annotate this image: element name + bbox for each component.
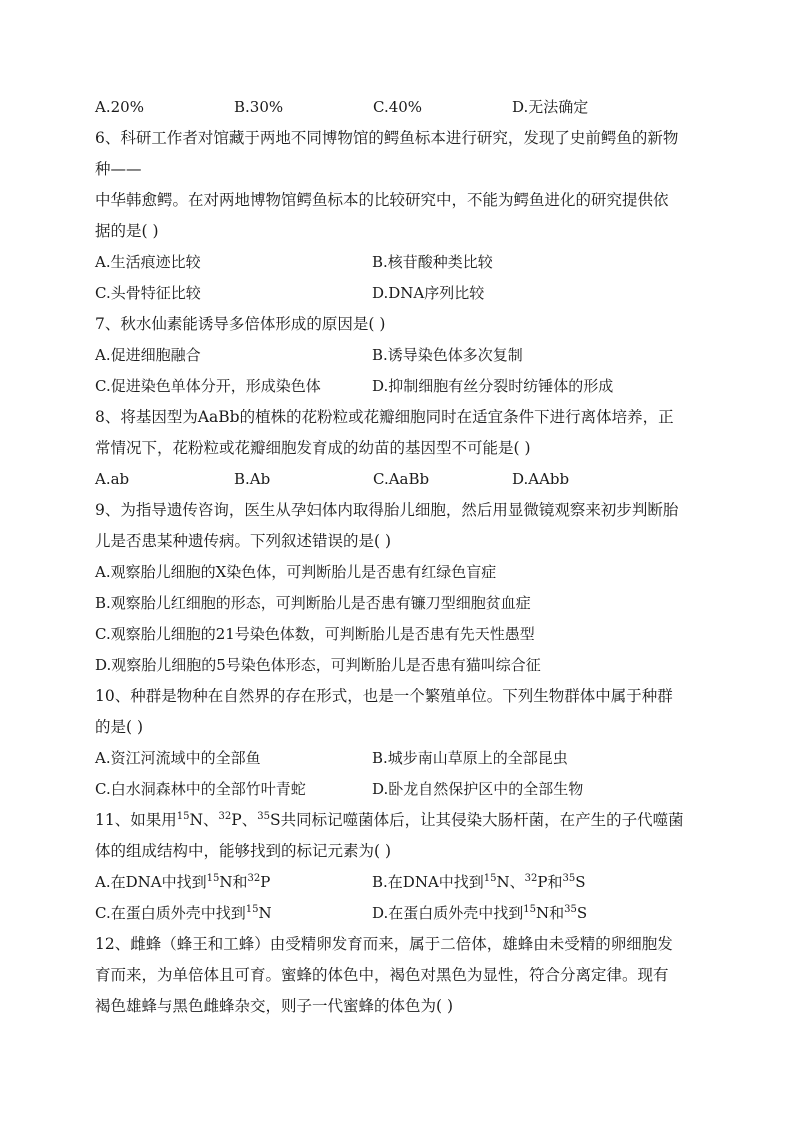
option-text: N、	[496, 873, 525, 891]
q11-option-a	[95, 869, 372, 900]
q11-stem-line-1	[95, 807, 715, 838]
q8-stem-line-1: 8、将基因型为AaBb的植株的花粉粒或花瓣细胞同时在适宜条件下进行离体培养，正	[95, 408, 674, 426]
q7-option-b: B.诱导染色体多次复制	[372, 346, 523, 364]
q7-option-d: D.抑制细胞有丝分裂时纺锤体的形成	[372, 377, 614, 395]
q6-option-c: C.头骨特征比较	[95, 284, 201, 302]
option-text: P和	[537, 873, 563, 891]
option-text: N	[258, 904, 272, 922]
q10-option-b: B.城步南山草原上的全部昆虫	[372, 749, 568, 767]
option-text: B.在DNA中找到	[372, 873, 484, 891]
q11-option-b	[372, 869, 649, 900]
option-text: C.在蛋白质外壳中找到	[95, 904, 246, 922]
isotope-mass-15: 15	[176, 811, 190, 822]
option-text: N和	[536, 904, 565, 922]
q11-option-c	[95, 900, 372, 931]
q11-stem-text: P、	[231, 811, 258, 829]
option-text: N和	[219, 873, 248, 891]
q6-option-d: D.DNA序列比较	[372, 284, 485, 302]
q12-stem-line-2: 育而来，为单倍体且可育。蜜蜂的体色中，褐色对黑色为显性，符合分离定律。现有	[95, 966, 669, 984]
q11-stem-line-2: 体的组成结构中，能够找到的标记元素为( )	[95, 842, 392, 860]
q9-option-a: A.观察胎儿细胞的X染色体，可判断胎儿是否患有红绿色盲症	[95, 563, 497, 581]
q5-option-d: D.无法确定	[512, 98, 589, 116]
q8-stem-line-2: 常情况下，花粉粒或花瓣细胞发育成的幼苗的基因型不可能是( )	[95, 439, 531, 457]
q8-option-d: D.AAbb	[512, 470, 570, 488]
q11-option-d	[372, 900, 649, 931]
q5-option-a: A.20%	[95, 98, 144, 116]
q8-option-c: C.AaBb	[373, 470, 430, 488]
q5-options	[95, 94, 715, 125]
isotope-mass-35: 35	[257, 811, 270, 822]
q11-stem-text: N、	[189, 811, 219, 829]
option-text: P	[260, 873, 271, 891]
q10-option-c: C.白水洞森林中的全部竹叶青蛇	[95, 780, 306, 798]
q9-stem-line-1: 9、为指导遗传咨询，医生从孕妇体内取得胎儿细胞，然后用显微镜观察来初步判断胎	[95, 501, 679, 519]
q11-stem-text: 11、如果用	[95, 811, 177, 829]
q7-stem: 7、秋水仙素能诱导多倍体形成的原因是( )	[95, 315, 386, 333]
q10-options-row-1	[95, 745, 715, 776]
q10-option-d: D.卧龙自然保护区中的全部生物	[372, 780, 584, 798]
q10-stem-line-2: 的是( )	[95, 718, 144, 736]
isotope-mass-32: 32	[218, 811, 232, 822]
q9-option-b: B.观察胎儿红细胞的形态，可判断胎儿是否患有镰刀型细胞贫血症	[95, 594, 531, 612]
q8-option-b: B.Ab	[234, 470, 271, 488]
q10-options-row-2	[95, 776, 715, 807]
q6-stem-line-1: 6、科研工作者对馆藏于两地不同博物馆的鳄鱼标本进行研究，发现了史前鳄鱼的新物	[95, 129, 679, 147]
q7-option-a: A.促进细胞融合	[95, 346, 201, 364]
isotope-mass: 35	[564, 904, 577, 915]
option-text: S	[576, 904, 588, 922]
isotope-mass: 32	[247, 873, 261, 884]
q6-stem-line-4: 据的是( )	[95, 222, 159, 240]
q10-option-a: A.资江河流域中的全部鱼	[95, 749, 261, 767]
q7-options-row-2	[95, 373, 715, 404]
q10-stem-line-1: 10、种群是物种在自然界的存在形式，也是一个繁殖单位。下列生物群体中属于种群	[95, 687, 673, 705]
q6-options-row-2	[95, 280, 715, 311]
q12-stem-line-1: 12、雌蜂（蜂王和工蜂）由受精卵发育而来，属于二倍体，雄蜂由未受精的卵细胞发	[95, 935, 673, 953]
q8-options	[95, 466, 715, 497]
isotope-mass: 15	[206, 873, 220, 884]
q6-options-row-1	[95, 249, 715, 280]
q11-options-row-1	[95, 869, 715, 900]
q5-option-c: C.40%	[373, 98, 423, 116]
isotope-mass: 15	[245, 904, 259, 915]
q6-option-b: B.核苷酸种类比较	[372, 253, 493, 271]
isotope-mass: 15	[523, 904, 536, 915]
isotope-mass: 35	[562, 873, 576, 884]
q11-options-row-2	[95, 900, 715, 931]
q8-option-a: A.ab	[95, 470, 130, 488]
option-text: S	[575, 873, 586, 891]
q7-options-row-1	[95, 342, 715, 373]
q6-stem-line-2: 种——	[95, 160, 142, 178]
q6-option-a: A.生活痕迹比较	[95, 253, 201, 271]
q5-option-b: B.30%	[234, 98, 284, 116]
q9-option-c: C.观察胎儿细胞的21号染色体数，可判断胎儿是否患有先天性愚型	[95, 625, 535, 643]
q12-stem-line-3: 褐色雄蜂与黑色雌蜂杂交，则子一代蜜蜂的体色为( )	[95, 997, 454, 1015]
q9-option-d: D.观察胎儿细胞的5号染色体形态，可判断胎儿是否患有猫叫综合征	[95, 656, 541, 674]
q9-stem-line-2: 儿是否患某种遗传病。下列叙述错误的是( )	[95, 532, 392, 550]
isotope-mass: 32	[524, 873, 538, 884]
option-text: A.在DNA中找到	[95, 873, 207, 891]
q11-stem-text: S共同标记噬菌体后，让其侵染大肠杆菌，在产生的子代噬菌	[269, 811, 684, 829]
q6-stem-line-3: 中华韩愈鳄。在对两地博物馆鳄鱼标本的比较研究中，不能为鳄鱼进化的研究提供依	[95, 191, 669, 209]
q7-option-c: C.促进染色单体分开，形成染色体	[95, 377, 321, 395]
isotope-mass: 15	[483, 873, 497, 884]
option-text: D.在蛋白质外壳中找到	[372, 904, 524, 922]
question-list	[95, 94, 715, 1024]
